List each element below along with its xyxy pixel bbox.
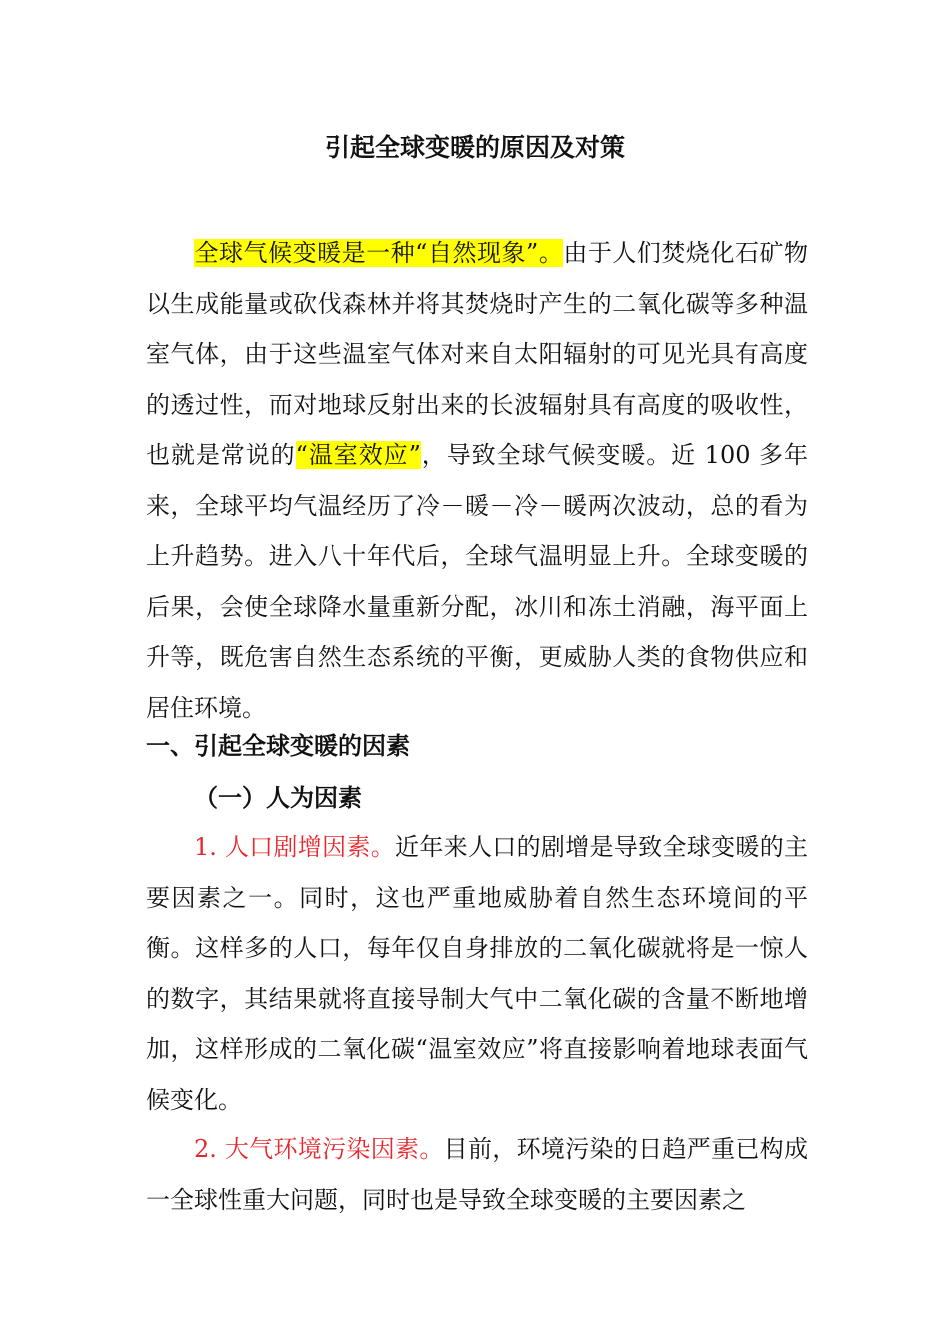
highlight-greenhouse-effect: “温室效应”: [295, 441, 421, 469]
population-text: 近年来人口的剧增是导致全球变暖的主要因素之一。同时，这也严重地威胁着自然生态环境间的平衡。这样多的人口，每年仅自身排放的二氧化碳就将是一惊人的数字，其结果就将直接导制大气中二氧化碳的含量不断地增加，这样形成的二氧化碳“温室效应”将直接影响着地球表面气候变化。: [146, 833, 809, 1114]
intro-text-1: 由于人们焚烧化石矿物以生成能量或砍伐森林并将其焚烧时产生的二氧化碳等多种温室气体，由于这些温室气体对来自太阳辐射的可见光具有高度的透过性，而对地球反射出来的长波辐射具有高度的吸收性，也就是常说的: [146, 239, 808, 469]
paragraph-pollution: [146, 1124, 808, 1225]
paragraph-population: [146, 822, 808, 1125]
pollution-text: 目前，环境污染的日趋严重已构成一全球性重大问题，同时也是导致全球变暖的主要因素之: [146, 1135, 808, 1214]
subheading-human-factors: （一）人为因素: [194, 783, 362, 812]
label-population-factor: 1. 人口剧增因素。: [194, 833, 396, 861]
document-title: 引起全球变暖的原因及对策: [324, 133, 625, 162]
label-pollution-factor: 2. 大气环境污染因素。: [194, 1135, 444, 1163]
section-heading-factors: 一、引起全球变暖的因素: [146, 732, 410, 760]
intro-text-2: ，导致全球气候变暖。近 100 多年来，全球平均气温经历了冷－暖－冷－暖两次波动，总的看为上升趋势。进入八十年代后，全球气温明显上升。全球变暖的后果，会使全球降水量重新分配，冰川和冻土消融，海平面上升等，既危害自然生态系统的平衡，更威胁人类的食物供应和居住环境。: [146, 441, 808, 722]
highlight-natural-phenomenon: 全球气候变暖是一种“自然现象”。: [194, 239, 564, 267]
intro-paragraph: [146, 228, 808, 733]
